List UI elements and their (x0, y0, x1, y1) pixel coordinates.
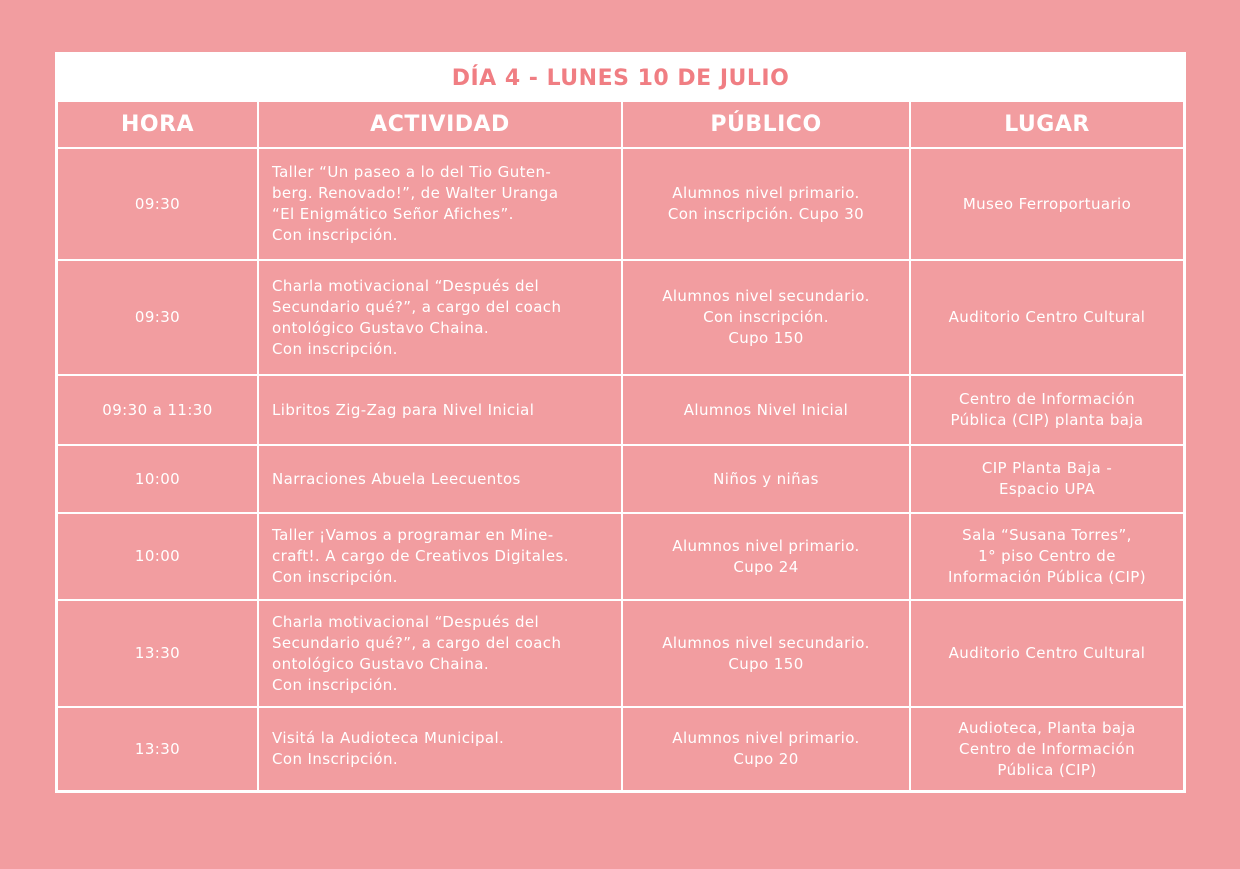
cell-lugar-line: Pública (CIP) (997, 760, 1097, 779)
table-row (58, 513, 1183, 600)
cell-publico (622, 375, 910, 445)
header-lugar: LUGAR (910, 102, 1183, 148)
cell-lugar-line: Sala “Susana Torres”, (962, 526, 1132, 544)
cell-publico-line: Cupo 150 (728, 329, 804, 347)
cell-publico (622, 445, 910, 513)
cell-publico-line: Cupo 24 (733, 557, 799, 576)
cell-actividad-line: Con inscripción. (272, 226, 398, 244)
cell-publico-line: Alumnos nivel primario. (672, 536, 860, 555)
cell-lugar-line: Centro de Información (959, 390, 1135, 408)
cell-actividad-line: Con Inscripción. (272, 750, 399, 768)
cell-publico-line: Alumnos Nivel Inicial (683, 400, 849, 419)
header-row (58, 102, 1183, 148)
cell-publico-line: Niños y niñas (713, 469, 819, 488)
cell-actividad-line: Taller “Un paseo a lo del Tio Guten- (272, 163, 552, 181)
cell-lugar-line: Información Pública (CIP) (948, 568, 1146, 586)
cell-actividad (258, 260, 622, 375)
table-row (58, 260, 1183, 375)
cell-actividad-line: Charla motivacional “Después del (272, 276, 540, 295)
cell-publico-line: Alumnos nivel secundario. (662, 287, 870, 305)
cell-actividad-line: ontológico Gustavo Chaina. (272, 654, 490, 673)
cell-actividad (258, 707, 622, 790)
cell-publico-line: Con inscripción. (703, 308, 829, 326)
cell-lugar (910, 445, 1183, 513)
cell-actividad-line: Con inscripción. (272, 568, 398, 586)
cell-actividad-line: Charla motivacional “Después del (272, 612, 540, 631)
cell-actividad (258, 148, 622, 260)
cell-actividad-line: Visitá la Audioteca Municipal. (272, 729, 505, 747)
cell-actividad-line: Con inscripción. (272, 339, 398, 358)
cell-publico-line: Alumnos nivel primario. (672, 184, 860, 202)
cell-lugar-line: Auditorio Centro Cultural (948, 308, 1146, 326)
cell-publico (622, 513, 910, 600)
cell-publico-line: Cupo 150 (728, 654, 804, 673)
cell-lugar (910, 260, 1183, 375)
day-title: DÍA 4 - LUNES 10 DE JULIO (451, 66, 790, 91)
cell-lugar-line: Centro de Información (959, 739, 1135, 758)
schedule-body (58, 148, 1183, 790)
table-row (58, 600, 1183, 707)
cell-publico-line: Alumnos nivel primario. (672, 729, 860, 747)
cell-hora: 10:00 (58, 445, 258, 513)
cell-publico (622, 600, 910, 707)
cell-publico-line: Alumnos nivel secundario. (662, 633, 870, 652)
cell-actividad-line: Taller ¡Vamos a programar en Mine- (272, 526, 554, 544)
header-publico: PÚBLICO (622, 102, 910, 148)
cell-publico (622, 148, 910, 260)
cell-actividad-line: Narraciones Abuela Leecuentos (272, 469, 521, 488)
table-row (58, 445, 1183, 513)
day-title-bar (58, 55, 1183, 102)
cell-lugar-line: Pública (CIP) planta baja (950, 411, 1144, 429)
cell-actividad-line: Secundario qué?”, a cargo del coach (272, 297, 562, 316)
cell-actividad-line: Secundario qué?”, a cargo del coach (272, 633, 562, 652)
cell-lugar-line: 1° piso Centro de (978, 547, 1116, 565)
cell-actividad-line: Con inscripción. (272, 675, 398, 694)
cell-lugar (910, 707, 1183, 790)
cell-publico (622, 707, 910, 790)
header-hora: HORA (58, 102, 258, 148)
cell-publico-line: Con inscripción. Cupo 30 (667, 205, 865, 223)
cell-lugar (910, 600, 1183, 707)
schedule-frame (55, 52, 1186, 793)
table-row (58, 375, 1183, 445)
cell-hora: 09:30 a 11:30 (58, 375, 258, 445)
cell-hora: 13:30 (58, 707, 258, 790)
cell-publico-line: Cupo 20 (733, 750, 799, 768)
cell-lugar (910, 513, 1183, 600)
cell-actividad-line: berg. Renovado!”, de Walter Uranga (272, 184, 559, 202)
table-row (58, 148, 1183, 260)
cell-actividad-line: “El Enigmático Señor Afiches”. (272, 205, 514, 223)
cell-actividad-line: craft!. A cargo de Creativos Digitales. (272, 547, 569, 565)
cell-actividad (258, 445, 622, 513)
cell-lugar-line: Espacio UPA (998, 480, 1096, 498)
cell-lugar-line: CIP Planta Baja - (981, 459, 1113, 477)
cell-lugar (910, 148, 1183, 260)
cell-hora: 09:30 (58, 148, 258, 260)
header-actividad: ACTIVIDAD (258, 102, 622, 148)
cell-hora: 10:00 (58, 513, 258, 600)
cell-publico (622, 260, 910, 375)
cell-hora: 09:30 (58, 260, 258, 375)
schedule-table (58, 102, 1183, 790)
cell-hora: 13:30 (58, 600, 258, 707)
cell-actividad (258, 375, 622, 445)
cell-lugar-line: Audioteca, Planta baja (958, 718, 1136, 737)
cell-lugar (910, 375, 1183, 445)
cell-actividad (258, 600, 622, 707)
cell-lugar-line: Auditorio Centro Cultural (948, 644, 1146, 662)
cell-actividad (258, 513, 622, 600)
cell-actividad-line: ontológico Gustavo Chaina. (272, 318, 490, 337)
cell-actividad-line: Libritos Zig-Zag para Nivel Inicial (272, 400, 535, 419)
table-row (58, 707, 1183, 790)
cell-lugar-line: Museo Ferroportuario (962, 194, 1132, 213)
